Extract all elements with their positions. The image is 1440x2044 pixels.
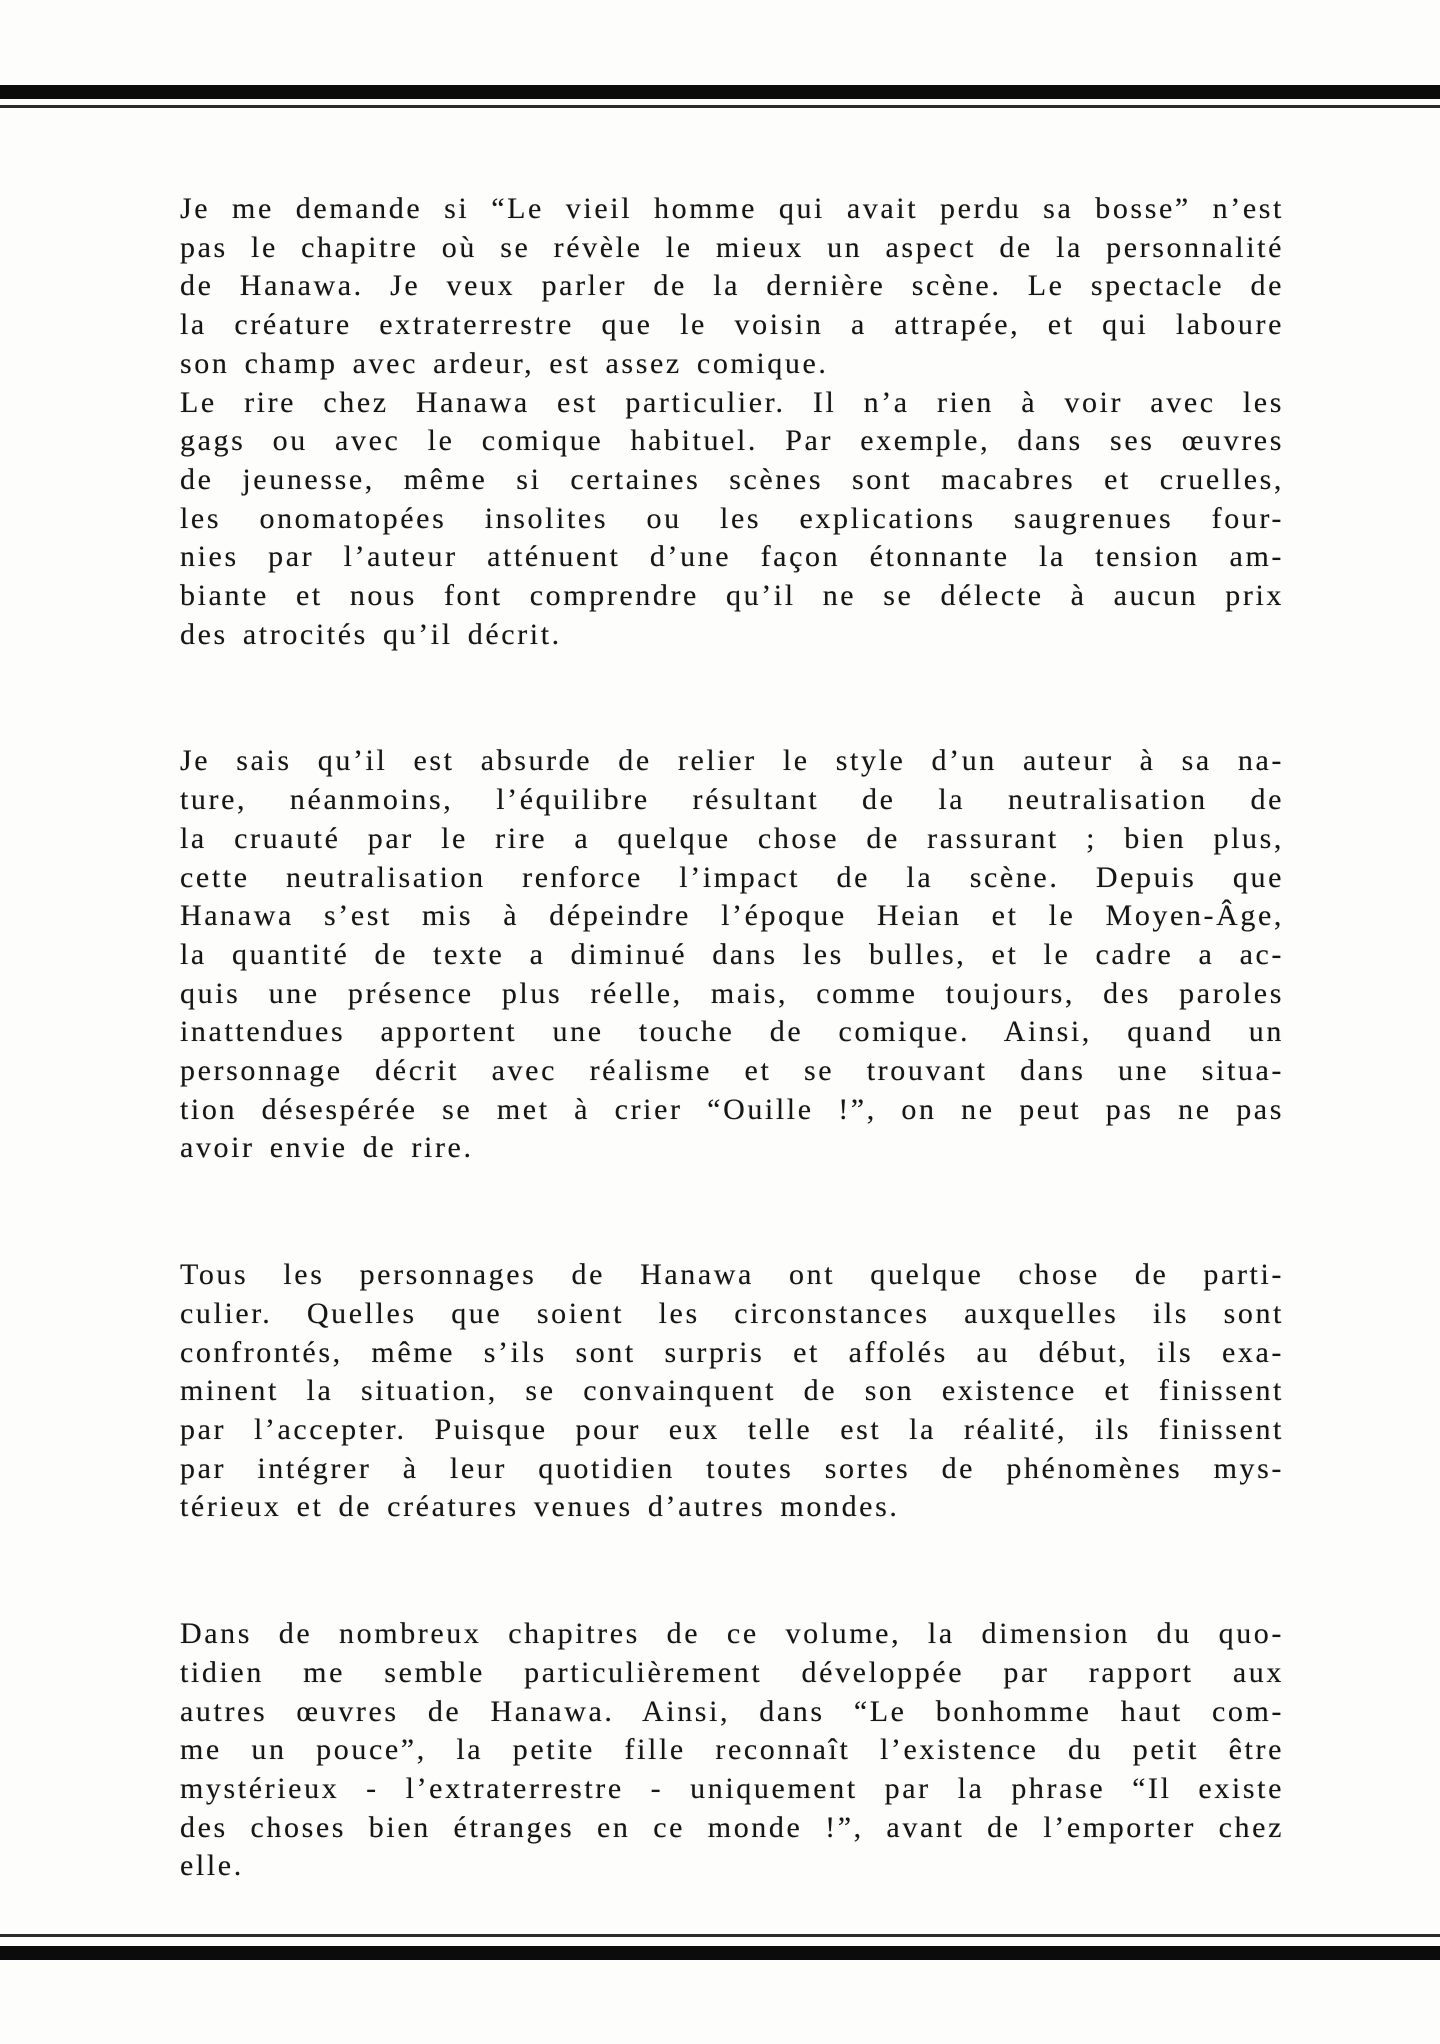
text-line: avoir envie de rire.	[180, 1131, 474, 1165]
body-text	[180, 190, 1284, 1886]
text-line: Je me demande si “Le vieil homme qui avait perdu sa bosse” n’est	[180, 192, 1284, 225]
text-line: quis une présence plus réelle, mais, comme toujours, des paroles	[180, 976, 1284, 1010]
text-line: autres œuvres de Hanawa. Ainsi, dans “Le bonhomme haut com-	[180, 1694, 1284, 1728]
paragraph-block	[180, 1615, 1284, 1886]
text-line: par l’accepter. Puisque pour eux telle est la réalité, ils finissent	[180, 1412, 1284, 1446]
text-line: pas le chapitre où se révèle le mieux un aspect de la personnalité	[180, 230, 1284, 264]
top-black-bar	[0, 85, 1440, 99]
text-line: son champ avec ardeur, est assez comique.	[180, 346, 829, 380]
text-line: personnage décrit avec réalisme et se trouvant dans une situa-	[180, 1054, 1284, 1088]
paragraph-block	[180, 1256, 1284, 1527]
text-line: me un pouce”, la petite fille reconnaît l’existence du petit être	[180, 1733, 1284, 1767]
text-line: confrontés, même s’ils sont surpris et affolés au début, ils exa-	[180, 1335, 1284, 1369]
text-line: minent la situation, se convainquent de son existence et finissent	[180, 1374, 1284, 1408]
text-line: culier. Quelles que soient les circonstances auxquelles ils sont	[180, 1296, 1284, 1330]
text-line: Hanawa s’est mis à dépeindre l’époque Heian et le Moyen-Âge,	[180, 899, 1284, 933]
text-line: ture, néanmoins, l’équilibre résultant de la neutralisation de	[180, 783, 1284, 817]
text-line: des atrocités qu’il décrit.	[180, 617, 562, 651]
text-line: Tous les personnages de Hanawa ont quelque chose de parti-	[180, 1258, 1284, 1292]
text-line: par intégrer à leur quotidien toutes sortes de phénomènes mys-	[180, 1451, 1284, 1485]
text-line: Je sais qu’il est absurde de relier le style d’un auteur à sa na-	[180, 744, 1284, 778]
text-line: la cruauté par le rire a quelque chose de rassurant ; bien plus,	[180, 821, 1284, 855]
text-line: mystérieux - l’extraterrestre - uniquement par la phrase “Il existe	[180, 1771, 1284, 1805]
bottom-thin-rule	[0, 1934, 1440, 1937]
text-line: la quantité de texte a diminué dans les bulles, et le cadre a ac-	[180, 937, 1284, 971]
text-line: térieux et de créatures venues d’autres mondes.	[180, 1490, 900, 1524]
text-line: des choses bien étranges en ce monde !”, avant de l’emporter chez	[180, 1810, 1284, 1844]
text-line: tidien me semble particulièrement développée par rapport aux	[180, 1655, 1284, 1689]
paragraph-block	[180, 742, 1284, 1168]
text-line: les onomatopées insolites ou les explications saugrenues four-	[180, 501, 1284, 535]
text-line: de jeunesse, même si certaines scènes sont macabres et cruelles,	[180, 462, 1284, 496]
text-line: Dans de nombreux chapitres de ce volume, la dimension du quo-	[180, 1617, 1284, 1651]
text-line: de Hanawa. Je veux parler de la dernière scène. Le spectacle de	[180, 269, 1284, 303]
text-line: biante et nous font comprendre qu’il ne se délecte à aucun prix	[180, 579, 1284, 613]
text-line: nies par l’auteur atténuent d’une façon étonnante la tension am-	[180, 540, 1284, 574]
top-thin-rule	[0, 105, 1440, 108]
bottom-black-bar	[0, 1946, 1440, 1960]
text-line: la créature extraterrestre que le voisin a attrapée, et qui laboure	[180, 308, 1284, 342]
text-line: tion désespérée se met à crier “Ouille !”, on ne peut pas ne pas	[180, 1092, 1284, 1126]
text-line: Le rire chez Hanawa est particulier. Il n’a rien à voir avec les	[180, 385, 1284, 419]
text-line: cette neutralisation renforce l’impact de la scène. Depuis que	[180, 860, 1284, 894]
text-line: inattendues apportent une touche de comique. Ainsi, quand un	[180, 1015, 1284, 1049]
paragraph-block	[180, 384, 1284, 655]
paragraph-block	[180, 190, 1284, 384]
text-line: gags ou avec le comique habituel. Par exemple, dans ses œuvres	[180, 424, 1284, 458]
text-line: elle.	[180, 1849, 244, 1883]
